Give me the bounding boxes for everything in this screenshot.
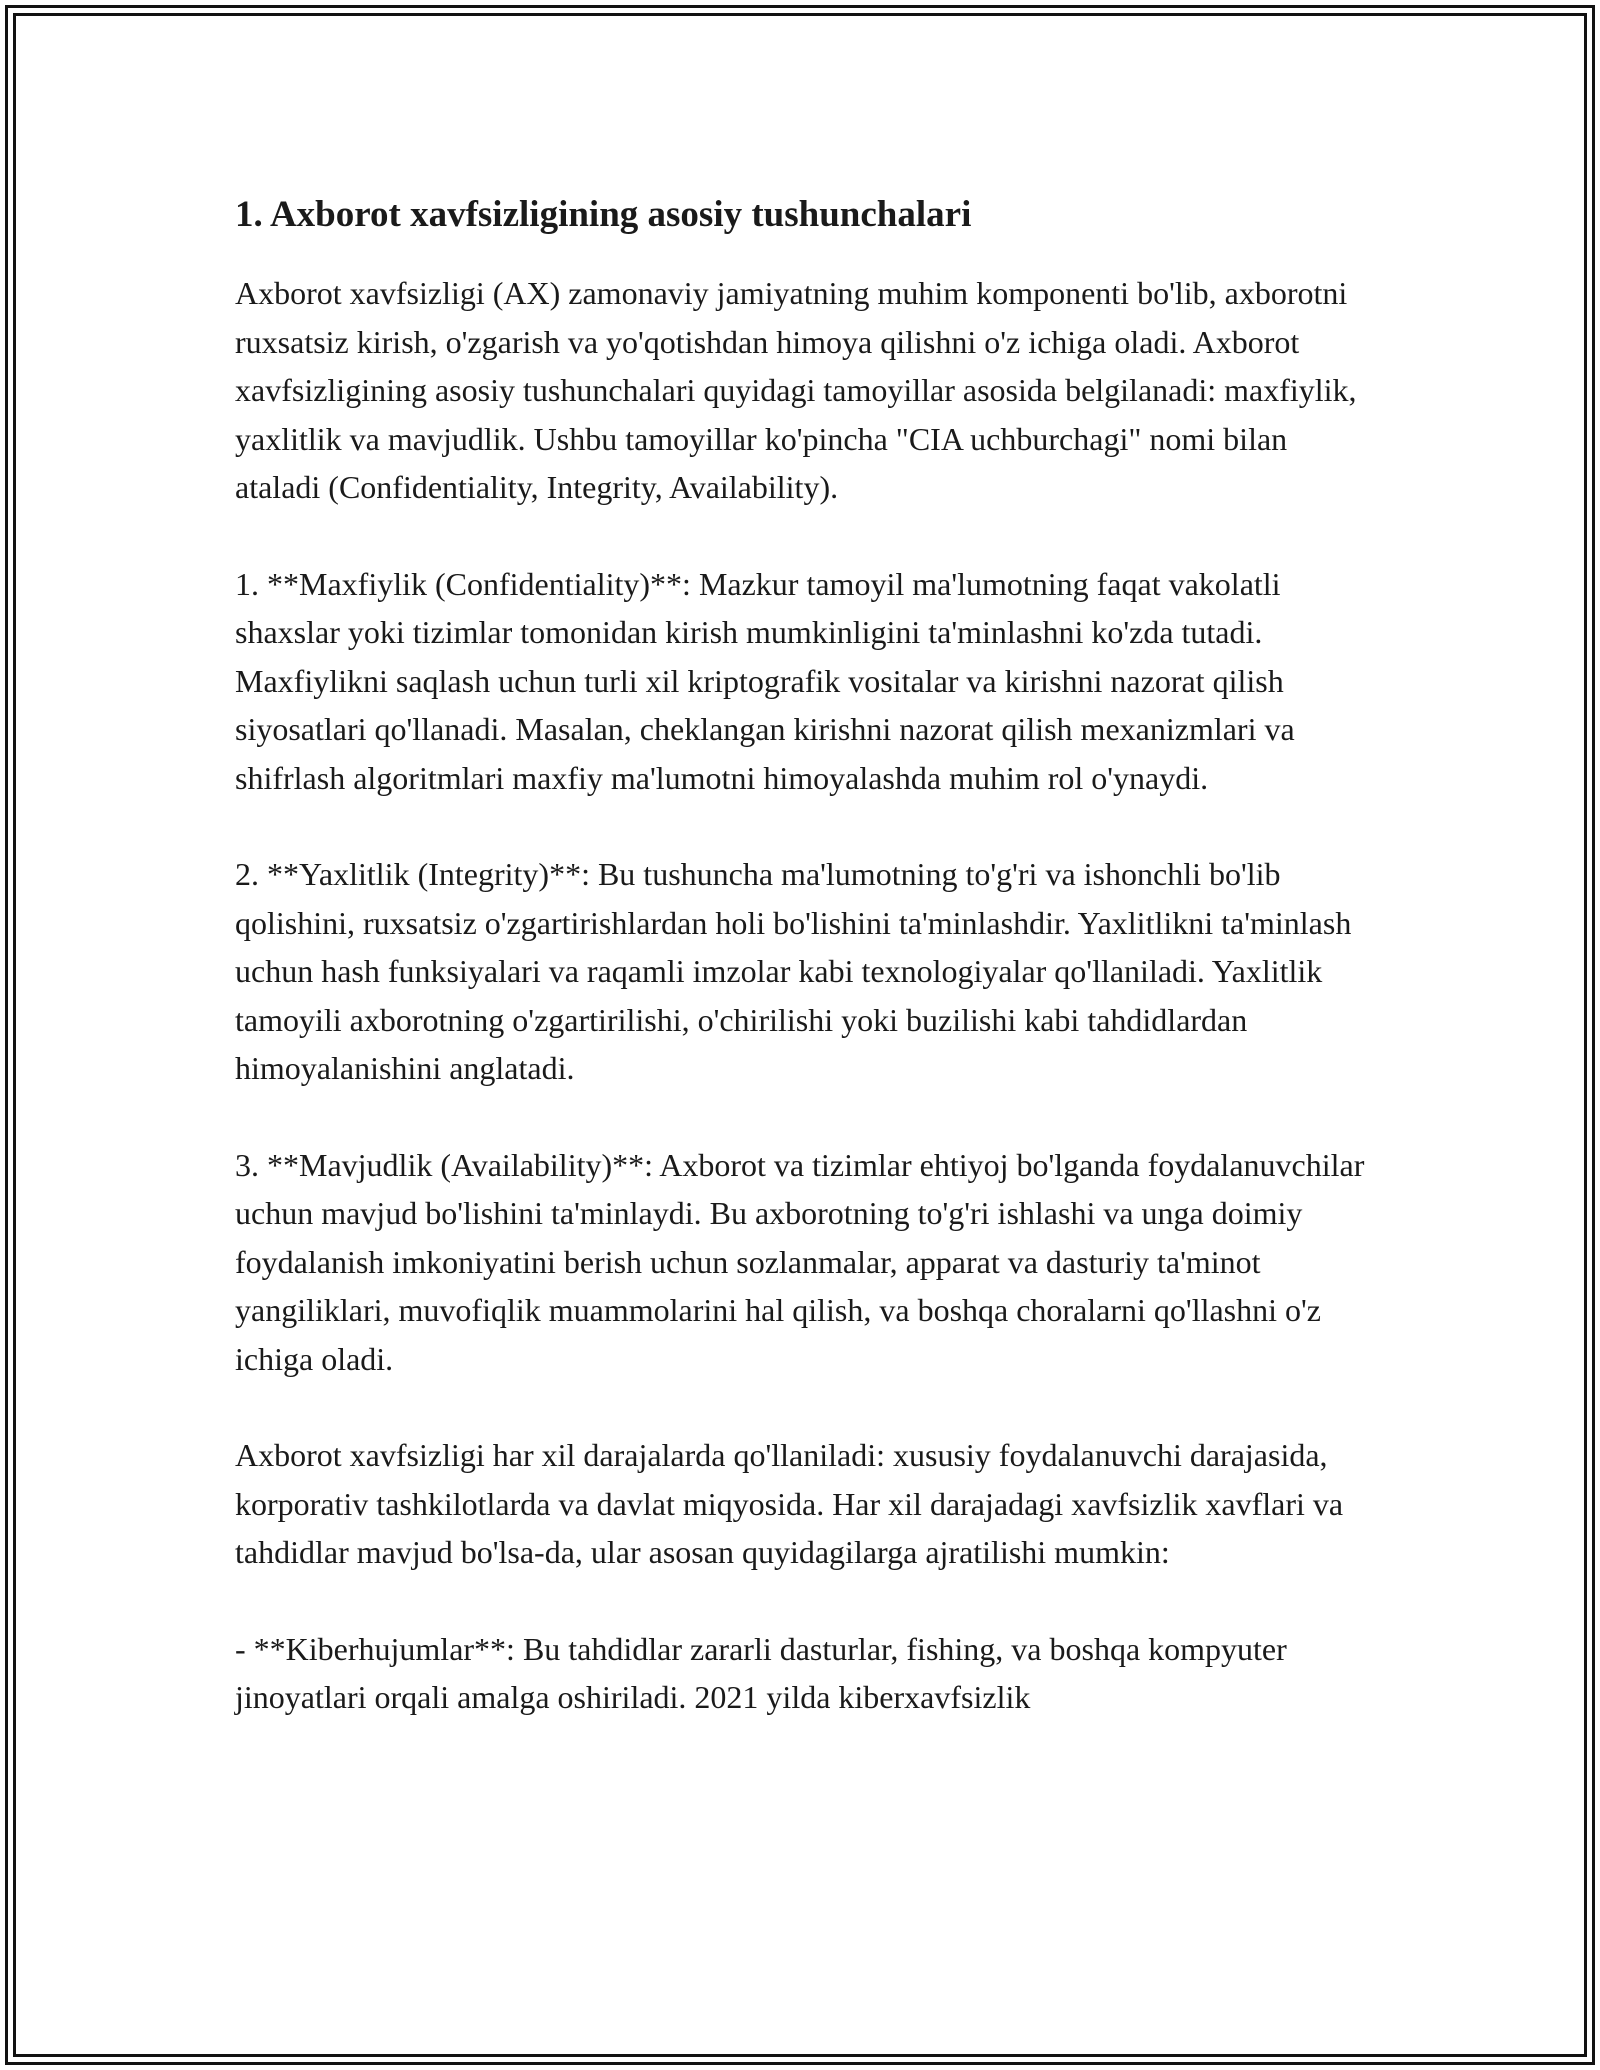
section-heading: 1. Axborot xavfsizligining asosiy tushunchalari — [235, 194, 972, 235]
paragraph-availability: 3. **Mavjudlik (Availability)**: Axborot va tizimlar ehtiyoj bo'lganda foydalanuvchilar uchun mavjud bo'lishini ta'minlaydi. Bu axborotning to'g'ri ishlashi va unga doimiy foydalanish imkoniyatini berish uchun sozlanmalar, apparat va dasturiy ta'minot yangiliklari, muvofiqlik muammolarini hal qilish, va boshqa choralarni qo'llashni o'z ichiga oladi. — [235, 1146, 1365, 1377]
document-body — [235, 185, 1370, 1722]
paragraph-integrity: 2. **Yaxlitlik (Integrity)**: Bu tushuncha ma'lumotning to'g'ri va ishonchli bo'lib qolishini, ruxsatsiz o'zgartirishlardan holi bo'lishini ta'minlashdir. Yaxlitlikni ta'minlash uchun hash funksiyalari va raqamli imzolar kabi texnologiyalar qo'llaniladi. Yaxlitlik tamoyili axborotning o'zgartirilishi, o'chirilishi yoki buzilishi kabi tahdidlardan himoyalanishini anglatadi. — [235, 856, 1352, 1086]
paragraph-confidentiality: 1. **Maxfiylik (Confidentiality)**: Mazkur tamoyil ma'lumotning faqat vakolatli shaxslar yoki tizimlar tomonidan kirish mumkinligini ta'minlashni ko'zda tutadi. Maxfiylikni saqlash uchun turli xil kriptografik vositalar va kirishni nazorat qilish siyosatlari qo'llanadi. Masalan, cheklangan kirishni nazorat qilish mexanizmlari va shifrlash algoritmlari maxfiy ma'lumotni himoyalashda muhim rol o'ynaydi. — [235, 565, 1295, 796]
paragraph-levels: Axborot xavfsizligi har xil darajalarda qo'llaniladi: xususiy foydalanuvchi darajasida, korporativ tashkilotlarda va davlat miqyosida. Har xil darajadagi xavfsizlik xavflari va tahdidlar mavjud bo'lsa-da, ular asosan quyidagilarga ajratilishi mumkin: — [235, 1437, 1344, 1570]
paragraph-intro: Axborot xavfsizligi (AX) zamonaviy jamiyatning muhim komponenti bo'lib, axborotni ruxsatsiz kirish, o'zgarish va yo'qotishdan himoya qilishni o'z ichiga oladi. Axborot xavfsizligining asosiy tushunchalari quyidagi tamoyillar asosida belgilanadi: maxfiylik, yaxlitlik va mavjudlik. Ushbu tamoyillar ko'pincha "CIA uchburchagi" nomi bilan ataladi (Confidentiality, Integrity, Availability). — [235, 275, 1357, 505]
paragraph-cyberattacks: - **Kiberhujumlar**: Bu tahdidlar zararli dasturlar, fishing, va boshqa kompyuter jinoyatlari orqali amalga oshiriladi. 2021 yilda kiberxavfsizlik — [235, 1630, 1287, 1715]
